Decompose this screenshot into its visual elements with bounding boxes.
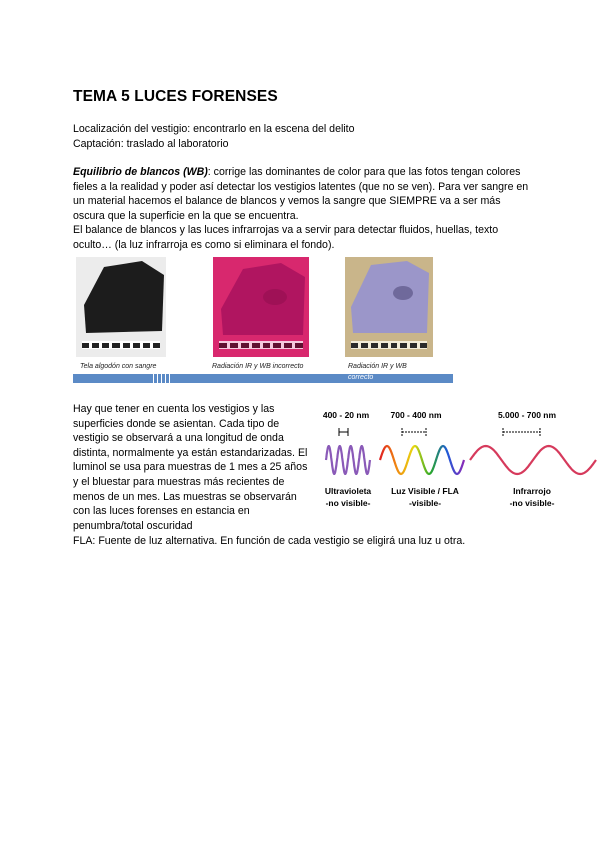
caption-photo-3: Radiación IR y WB	[348, 363, 407, 370]
range-visible: 700 - 400 nm	[390, 410, 442, 420]
label-ir-name: Infrarrojo	[513, 486, 551, 496]
label-uv-name: Ultravioleta	[324, 486, 372, 496]
label-ir-visibility: -no visible-	[509, 498, 555, 508]
intro-block	[73, 122, 533, 151]
wb-text: : corrige las dominantes de color para que las fotos tengan colores fieles a la realidad y poder así detectar los vestigios latentes (que no se ven). Para ver sangre en un material hacemos el balance de blancos y vemos la sangre que SIEMPRE va a ser más oscura que la superficie en la que se encuentra.	[73, 166, 529, 222]
caption-bar	[73, 374, 453, 383]
wb-text-2: El balance de blancos y las luces infrarrojas va a servir para detectar fluidos, huellas, texto oculto… (la luz infrarroja es como si eliminara el fondo).	[73, 224, 499, 251]
photo-ir-wrong-wb	[213, 257, 309, 357]
caption-photo-1: Tela algodón con sangre	[80, 363, 157, 370]
fla-note: FLA: Fuente de luz alternativa. En función de cada vestigio se eligirá una luz u otra.	[73, 535, 466, 547]
label-uv-visibility: -no visible-	[325, 498, 371, 508]
intro-line-localizacion: Localización del vestigio: encontrarlo en la escena del delito	[73, 123, 355, 135]
intro-line-captacion: Captación: traslado al laboratorio	[73, 137, 229, 150]
caption-photo-3-cont: correcto	[348, 374, 374, 381]
label-visible-name: Luz Visible / FLA	[391, 486, 459, 496]
label-ir	[492, 485, 572, 509]
label-uv	[316, 485, 380, 509]
wb-paragraph	[73, 165, 533, 253]
label-visible	[382, 485, 468, 509]
label-visible-visibility: -visible-	[408, 498, 442, 508]
caption-photo-2: Radiación IR y WB incorrecto	[212, 363, 304, 370]
vestigios-paragraph: Hay que tener en cuenta los vestigios y las superficies donde se asientan. Cada tipo de vestigio se observará a una longitud de onda distinta, normalmente ya están estandarizadas. El luminol se usa para muestras de 1 mes a 25 años y el bluestar para muestras más recientes de menos de un mes. Las muestras se observarán con las luces forenses en estancia en penumbra/total oscuridad	[73, 403, 308, 532]
page-title: TEMA 5 LUCES FORENSES	[73, 88, 278, 105]
photo-cloth-blood	[76, 257, 166, 357]
wave-diagram	[320, 420, 600, 486]
range-ir: 5.000 - 700 nm	[497, 410, 557, 420]
wb-term: Equilibrio de blancos (WB)	[73, 166, 208, 178]
range-uv: 400 - 20 nm	[322, 410, 370, 420]
photo-ir-correct-wb	[345, 257, 433, 357]
